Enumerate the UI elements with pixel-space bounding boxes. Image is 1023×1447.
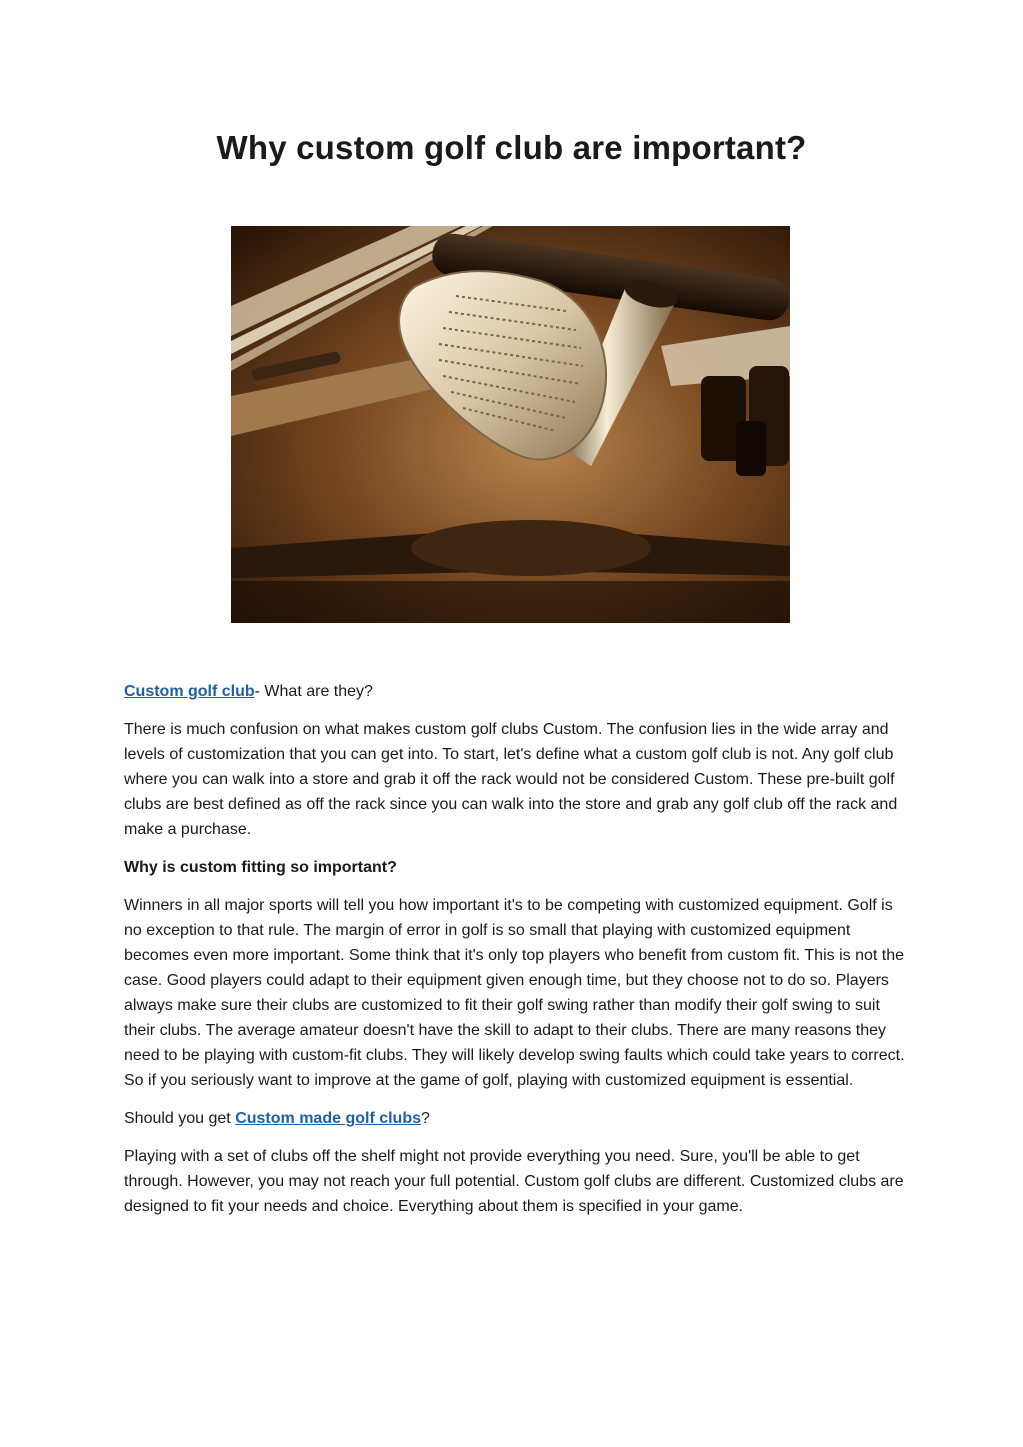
custom-made-golf-clubs-link[interactable]: Custom made golf clubs — [235, 1110, 421, 1127]
question-suffix: ? — [421, 1110, 430, 1127]
golf-club-photo — [231, 226, 790, 623]
intro-suffix: - What are they? — [254, 683, 373, 700]
intro-line — [124, 679, 914, 704]
paragraph-fitting: Winners in all major sports will tell you how important it's to be competing with customized equipment. Golf is no exception to that rule. The margin of error in golf is so small that playing with customized equipment becomes even more important. Some think that it's only top players who benefit from custom fit. This is not the case. Good players could adapt to their equipment given enough time, but they choose not to do so. Players always make sure their clubs are customized to fit their golf swing rather than modify their golf swing to suit their clubs. The average amateur doesn't have the skill to adapt to their clubs. There are many reasons they need to be playing with custom-fit clubs. They will likely develop swing faults which could take years to correct. So if you seriously want to improve at the game of golf, playing with customized equipment is essential. — [124, 897, 905, 1089]
section-heading-fitting: Why is custom fitting so important? — [124, 859, 397, 876]
question-line — [124, 1106, 914, 1131]
question-prefix: Should you get — [124, 1110, 236, 1127]
article-body — [124, 679, 914, 1232]
paragraph-definition: There is much confusion on what makes custom golf clubs Custom. The confusion lies in the wide array and levels of customization that you can get into. To start, let's define what a custom golf club is not. Any golf club where you can walk into a store and grab it off the rack would not be considered Custom. These pre-built golf clubs are best defined as off the rack since you can walk into the store and grab any golf club off the rack and make a purchase. — [124, 721, 898, 838]
custom-golf-club-link[interactable]: Custom golf club — [124, 683, 255, 700]
page-title: Why custom golf club are important? — [216, 129, 807, 166]
paragraph-shelf-clubs: Playing with a set of clubs off the shelf might not provide everything you need. Sure, you'll be able to get through. However, you may not reach your full potential. Custom golf clubs are different. Customized clubs are designed to fit your needs and choice. Everything about them is specified in your game. — [124, 1148, 904, 1215]
